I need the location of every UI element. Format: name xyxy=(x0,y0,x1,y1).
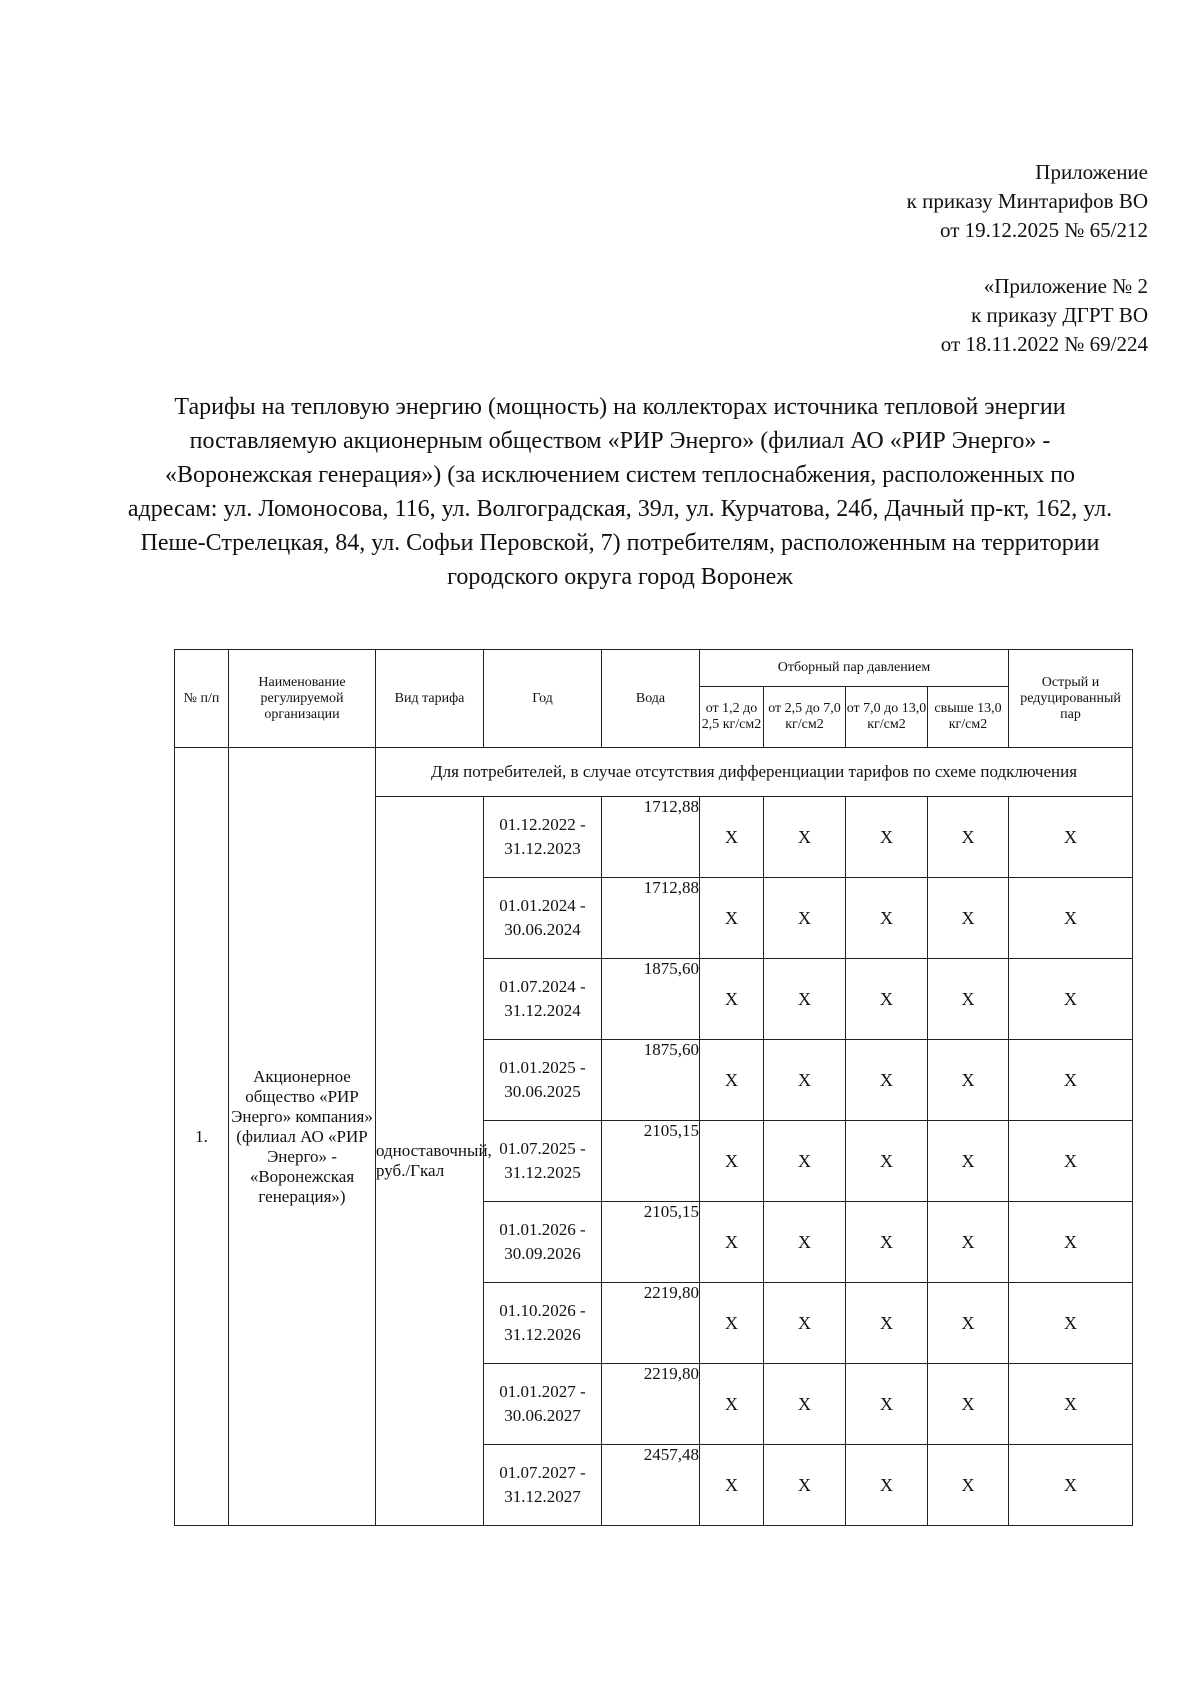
steam-1-value: X xyxy=(700,1283,764,1364)
steam-4-value: X xyxy=(928,959,1009,1040)
steam-4-value: X xyxy=(928,1040,1009,1121)
sharp-steam-value: X xyxy=(1009,1121,1133,1202)
water-tariff: 1875,60 xyxy=(602,959,700,1040)
sharp-steam-value: X xyxy=(1009,1445,1133,1526)
water-tariff: 1712,88 xyxy=(602,878,700,959)
water-tariff: 2105,15 xyxy=(602,1202,700,1283)
water-tariff: 2219,80 xyxy=(602,1283,700,1364)
header-steam-4: свыше 13,0 кг/см2 xyxy=(928,687,1009,748)
steam-1-value: X xyxy=(700,1121,764,1202)
appendix-header-line: Приложение xyxy=(1035,160,1148,184)
steam-1-value: X xyxy=(700,878,764,959)
header-year: Год xyxy=(484,650,602,748)
steam-4-value: X xyxy=(928,1121,1009,1202)
steam-1-value: X xyxy=(700,1364,764,1445)
steam-2-value: X xyxy=(764,797,846,878)
steam-3-value: X xyxy=(846,1283,928,1364)
original-appendix-header xyxy=(941,272,1148,359)
water-tariff: 2457,48 xyxy=(602,1445,700,1526)
sharp-steam-value: X xyxy=(1009,1283,1133,1364)
steam-1-value: X xyxy=(700,1445,764,1526)
period: 01.07.2027 - 31.12.2027 xyxy=(484,1445,602,1526)
header-sharp-steam: Острый и редуцированный пар xyxy=(1009,650,1133,748)
steam-3-value: X xyxy=(846,797,928,878)
steam-3-value: X xyxy=(846,959,928,1040)
header-tariff-type: Вид тарифа xyxy=(376,650,484,748)
period: 01.01.2026 - 30.09.2026 xyxy=(484,1202,602,1283)
table-header-row xyxy=(175,650,1133,687)
sharp-steam-value: X xyxy=(1009,959,1133,1040)
header-water: Вода xyxy=(602,650,700,748)
appendix-header-line: к приказу Минтарифов ВО xyxy=(906,189,1148,213)
consumer-note: Для потребителей, в случае отсутствия дифференциации тарифов по схеме подключения xyxy=(376,748,1133,797)
steam-2-value: X xyxy=(764,1364,846,1445)
steam-4-value: X xyxy=(928,1202,1009,1283)
steam-3-value: X xyxy=(846,1121,928,1202)
period: 01.07.2024 - 31.12.2024 xyxy=(484,959,602,1040)
period: 01.10.2026 - 31.12.2026 xyxy=(484,1283,602,1364)
steam-2-value: X xyxy=(764,1040,846,1121)
steam-1-value: X xyxy=(700,959,764,1040)
steam-3-value: X xyxy=(846,1040,928,1121)
water-tariff: 2105,15 xyxy=(602,1121,700,1202)
sharp-steam-value: X xyxy=(1009,1364,1133,1445)
document-title: Тарифы на тепловую энергию (мощность) на коллекторах источника тепловой энергии поставляемую акционерным обществом «РИР Энерго» (филиал АО «РИР Энерго» - «Воронежская генерация») (за исключением систем теплоснабжения, расположенных по адресам: ул. Ломоносова, 116, ул. Волгоградская, 39л, ул. Курчатова, 24б, Дачный пр-кт, 162, ул. Пеше-Стрелецкая, 84, ул. Софьи Перовской, 7) потребителям, расположенным на территории городского округа город Воронеж xyxy=(127,394,1113,590)
sharp-steam-value: X xyxy=(1009,1202,1133,1283)
tariff-type: одноставочный, руб./Гкал xyxy=(376,797,484,1526)
steam-3-value: X xyxy=(846,1364,928,1445)
steam-3-value: X xyxy=(846,1445,928,1526)
sharp-steam-value: X xyxy=(1009,878,1133,959)
steam-2-value: X xyxy=(764,1283,846,1364)
steam-2-value: X xyxy=(764,1445,846,1526)
header-steam-3: от 7,0 до 13,0 кг/см2 xyxy=(846,687,928,748)
original-appendix-header-line: к приказу ДГРТ ВО xyxy=(971,303,1148,327)
period: 01.01.2027 - 30.06.2027 xyxy=(484,1364,602,1445)
appendix-header-line: от 19.12.2025 № 65/212 xyxy=(939,218,1148,242)
header-org: Наименование регулируемой организации xyxy=(229,650,376,748)
steam-2-value: X xyxy=(764,878,846,959)
steam-4-value: X xyxy=(928,1283,1009,1364)
period: 01.12.2022 - 31.12.2023 xyxy=(484,797,602,878)
original-appendix-header-line: от 18.11.2022 № 69/224 xyxy=(940,332,1148,356)
header-steam-2: от 2,5 до 7,0 кг/см2 xyxy=(764,687,846,748)
steam-4-value: X xyxy=(928,1445,1009,1526)
period: 01.01.2025 - 30.06.2025 xyxy=(484,1040,602,1121)
period: 01.07.2025 - 31.12.2025 xyxy=(484,1121,602,1202)
row-number: 1. xyxy=(175,748,229,1526)
steam-1-value: X xyxy=(700,1040,764,1121)
steam-4-value: X xyxy=(928,797,1009,878)
tariff-table xyxy=(174,649,1133,1526)
steam-3-value: X xyxy=(846,878,928,959)
water-tariff: 2219,80 xyxy=(602,1364,700,1445)
header-num: № п/п xyxy=(175,650,229,748)
original-appendix-header-line: «Приложение № 2 xyxy=(983,274,1148,298)
water-tariff: 1875,60 xyxy=(602,1040,700,1121)
table-row xyxy=(175,748,1133,797)
steam-1-value: X xyxy=(700,797,764,878)
steam-3-value: X xyxy=(846,1202,928,1283)
header-steam-1: от 1,2 до 2,5 кг/см2 xyxy=(700,687,764,748)
steam-2-value: X xyxy=(764,959,846,1040)
sharp-steam-value: X xyxy=(1009,1040,1133,1121)
steam-1-value: X xyxy=(700,1202,764,1283)
steam-4-value: X xyxy=(928,1364,1009,1445)
appendix-header xyxy=(907,158,1148,245)
sharp-steam-value: X xyxy=(1009,797,1133,878)
period: 01.01.2024 - 30.06.2024 xyxy=(484,878,602,959)
header-steam-group: Отборный пар давлением xyxy=(700,650,1009,687)
steam-2-value: X xyxy=(764,1202,846,1283)
water-tariff: 1712,88 xyxy=(602,797,700,878)
organization-name: Акционерное общество «РИР Энерго» компания» (филиал АО «РИР Энерго» - «Воронежская генерация») xyxy=(229,748,376,1526)
steam-4-value: X xyxy=(928,878,1009,959)
steam-2-value: X xyxy=(764,1121,846,1202)
